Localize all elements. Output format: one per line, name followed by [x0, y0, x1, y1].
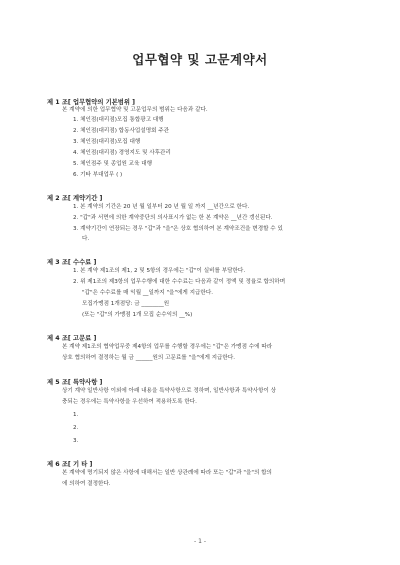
article-2-line: 다.	[82, 236, 90, 242]
article-3-line: 1. 본 계약 제1조의 제1, 2 및 5항의 경우에는 "갑"이 실비를 부담한다.	[73, 268, 246, 274]
article-1-item: 4. 체인점(대리점) 경영지도 및 사후관리	[73, 150, 171, 156]
page-number: - 1 -	[194, 538, 206, 545]
article-5-item: 3.	[73, 438, 79, 444]
article-3-heading: 제 3 조[ 수수료 ]	[47, 259, 97, 266]
article-3-line: "갑"은 수수료를 매 익월 __일까지 "을"에게 지급한다.	[82, 290, 214, 296]
article-4-line: 본 계약 제1조의 협약업무중 제4항의 업무를 수행할 경우에는 "갑"은 가맹점 수에 따라	[62, 344, 273, 350]
article-2-heading: 제 2 조[ 계약기간 ]	[47, 195, 103, 202]
article-1-item: 5. 체인점주 및 종업원 교육 대행	[73, 161, 153, 167]
article-6-line: 본 계약에 명기되지 않은 사항에 대해서는 일반 상관례에 따라 또는 "갑"과 "을"의 합의	[62, 470, 272, 476]
article-1-heading: 제 1 조[ 업무협약의 기본범위 ]	[47, 99, 136, 106]
article-4-line: 상호 협의하여 결정하는 월 금 ______원의 고문료를 "을"에게 지급한다.	[62, 355, 236, 361]
article-3-line: 2. 위 제1조의 제3항의 업무수행에 대한 수수료는 다음과 같이 정액 및 정율로 합의하며	[73, 279, 286, 285]
article-6-heading: 제 6 조[ 기 타 ]	[47, 461, 93, 468]
article-1-item: 6. 기타 부대업무 ( )	[73, 172, 123, 178]
article-5-item: 1.	[73, 412, 79, 418]
article-5-line: 충되는 경우에는 특약사항을 우선하여 적용하도록 한다.	[62, 399, 197, 405]
article-3-line: 모집가맹점 1개점당: 금 ________원	[82, 301, 170, 307]
document-title: 업무협약 및 고문계약서	[132, 52, 268, 67]
article-2-line: 3. 계약기간이 연장되는 경우 "갑"과 "을"은 상호 협의하여 본 계약조건을 변경할 수 있	[73, 226, 283, 232]
article-4-heading: 제 4 조[ 고문료 ]	[47, 335, 97, 342]
article-5-line: 상기 계약 일반사항 이외에 아래 내용을 특약사항으로 정하며, 일반사항과 특약사항이 상	[62, 388, 277, 394]
article-1-item: 1. 체인점(대리점)모집 통합광고 대행	[73, 117, 164, 123]
article-3-line: (또는 "갑"의 가맹점 1개 모집 순수익의 __%)	[82, 312, 193, 318]
article-2-line: 1. 본 계약의 기간은 20 년 월 일부터 20 년 월 일 까지 __년간으로 한다.	[73, 204, 250, 210]
article-1-intro: 본 계약에 의한 업무협약 및 고문업무의 범위는 다음과 같다.	[62, 107, 208, 113]
article-2-line: 2. "갑"과 서면에 의한 계약중단의 의사표시가 없는 한 본 계약은 __년간 갱신된다.	[73, 215, 273, 221]
article-1-item: 3. 체인점(대리점)모집 대행	[73, 139, 141, 145]
article-1-item: 2. 체인점(대리점) 합동사업설명회 주관	[73, 128, 170, 134]
article-6-line: 에 의하여 결정한다.	[62, 481, 111, 487]
article-5-heading: 제 5 조[ 특약사항 ]	[47, 379, 103, 386]
article-5-item: 2.	[73, 425, 79, 431]
